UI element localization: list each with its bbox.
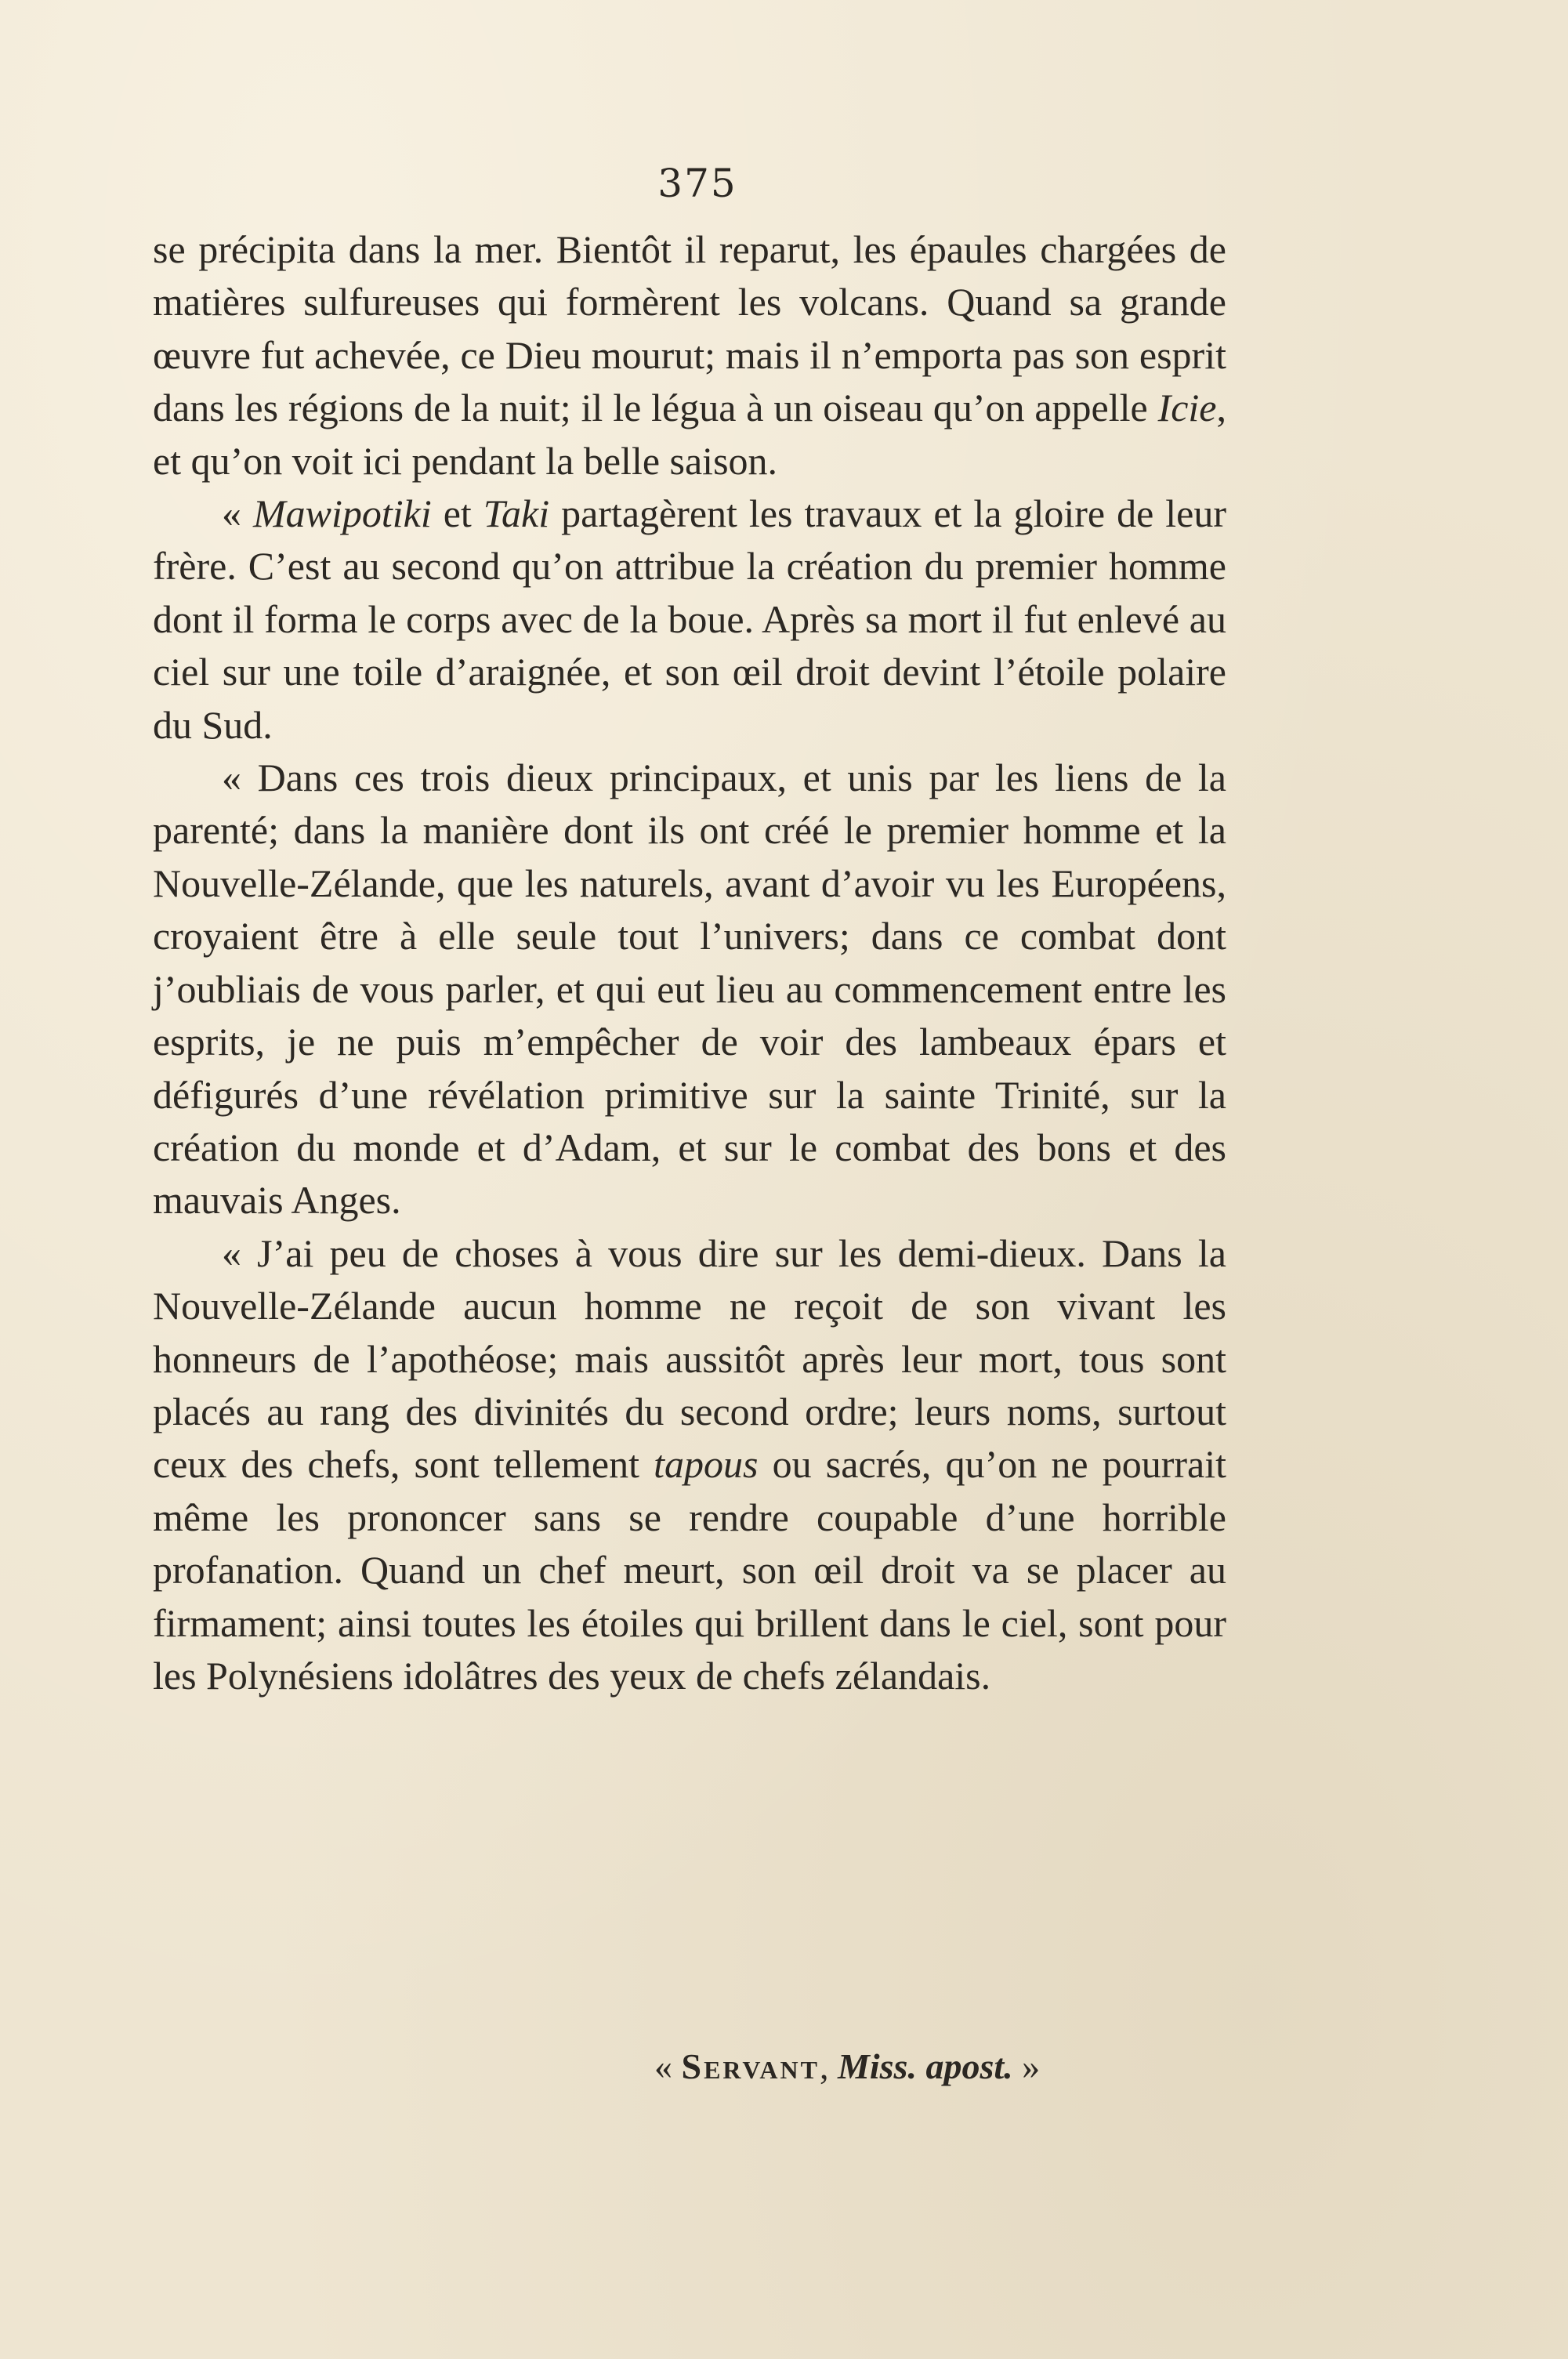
paragraph-2 (153, 487, 1226, 752)
signature-separator: , (819, 2046, 838, 2086)
italic-term-icie: Icie (1157, 386, 1217, 430)
signature-line (654, 2046, 1140, 2087)
paragraph-2-text-b: partagèrent les travaux et la gloire de leur frère. C’est au second qu’on attribue la création du premier homme dont il forma le corps avec de la boue. Après sa mort il fut enlevé au ciel sur une toile d’araignée, et son œil droit devint l’étoile polaire du Sud. (153, 491, 1226, 747)
paragraph-3: « Dans ces trois dieux principaux, et unis par les liens de la parenté; dans la manière dont ils ont créé le premier homme et la Nouvelle-Zélande, que les naturels, avant d’avoir vu les Européens, croyaient être à elle seule tout l’univers; dans ce combat dont j’oubliais de vous parler, et qui eut lieu au commencement entre les esprits, je ne puis m’empêcher de voir des lambeaux épars et défigurés d’une révélation primitive sur la sainte Trinité, sur la création du monde et d’Adam, et sur le combat des bons et des mauvais Anges. (153, 756, 1226, 1223)
paragraph-4-text-b: ou sacrés, qu’on ne pourrait même les prononcer sans se rendre coupable d’une horrible profanation. Quand un chef meurt, son œil droit va se placer au firmament; ainsi toutes les étoiles qui brillent dans le ciel, sont pour les Polynésiens idolâtres des yeux de chefs zélandais. (153, 1442, 1226, 1698)
paragraph-2-quote-open: « (222, 491, 253, 536)
paragraph-1-text-b: , et qu’on voit ici pendant la belle saison. (153, 386, 1226, 483)
signature-title: Miss. apost. (837, 2046, 1013, 2086)
page-number: 375 (657, 161, 737, 206)
paragraph-4-text-a: « J’ai peu de choses à vous dire sur les demi-dieux. Dans la Nouvelle-Zélande aucun homme ne reçoit de son vivant les honneurs de l’apothéose; mais aussitôt après leur mort, tous sont placés au rang des divinités du second ordre; leurs noms, surtout ceux des chefs, sont tellement (153, 1230, 1226, 1487)
paragraph-1 (153, 223, 1226, 487)
paragraph-1-text-a: se précipita dans la mer. Bientôt il reparut, les épaules chargées de matières sulfureuses qui formèrent les volcans. Quand sa grande œuvre fut achevée, ce Dieu mourut; mais il n’emporta pas son esprit dans les régions de la nuit; il le légua à un oiseau qu’on appelle (153, 227, 1226, 430)
signature-name: Servant (681, 2046, 820, 2086)
paragraph-4 (153, 1227, 1226, 1703)
italic-name-taki: Taki (483, 491, 550, 536)
signature-quote-close: » (1012, 2046, 1041, 2086)
italic-term-tapous: tapous (654, 1442, 759, 1487)
signature-quote-open: « (654, 2046, 682, 2086)
italic-name-mawipotiki: Mawipotiki (252, 491, 432, 536)
paragraph-2-text-a: et (431, 491, 483, 536)
body-text (153, 223, 1226, 1702)
